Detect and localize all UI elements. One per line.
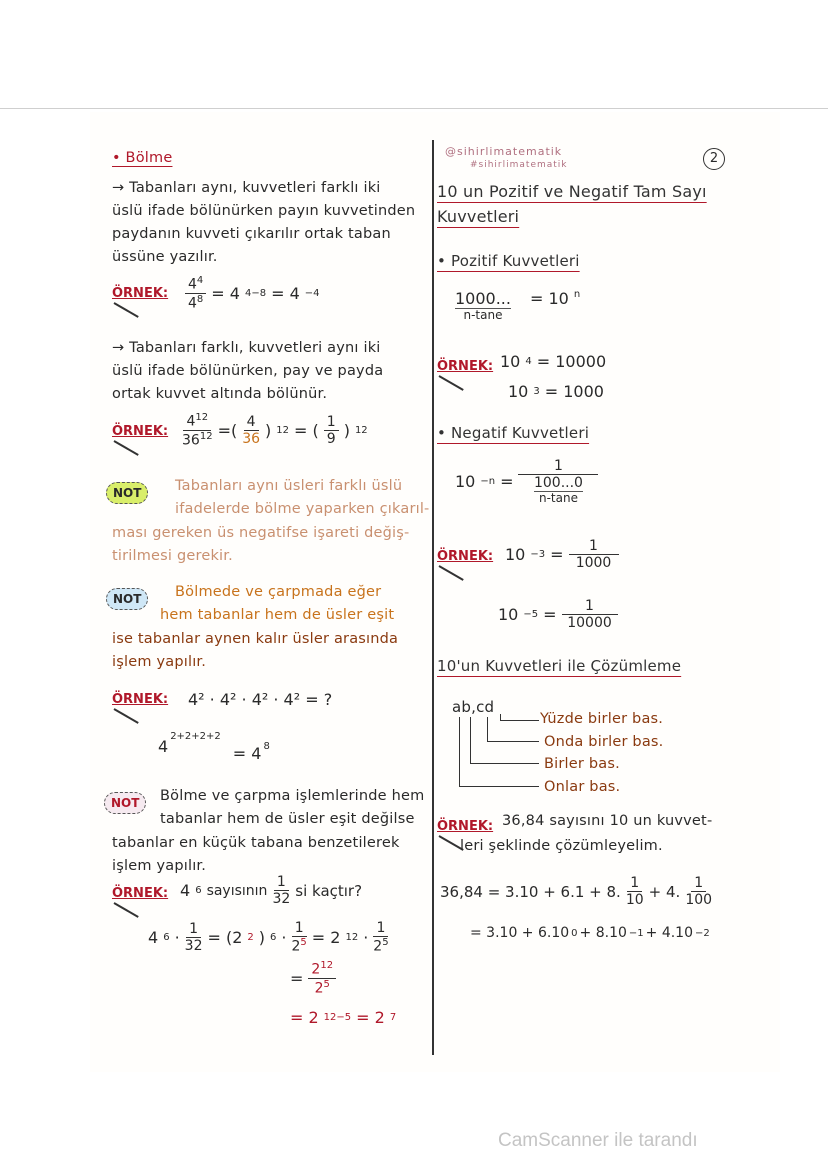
place-label: Onda birler bas. bbox=[544, 734, 664, 750]
example-label: ÖRNEK: bbox=[437, 355, 493, 374]
arrow-yuzde bbox=[500, 714, 539, 721]
place-label: Yüzde birler bas. bbox=[540, 711, 664, 727]
example-text: leri şeklinde çözümleyelim. bbox=[460, 838, 663, 854]
rule1-line: → Tabanları aynı, kuvvetleri farklı iki bbox=[112, 180, 381, 196]
example4-step2: = $\frac{2^{12}}{2^5}$ bbox=[290, 960, 336, 997]
section-title-bolme: • Bölme bbox=[112, 150, 173, 166]
column-divider bbox=[432, 140, 434, 1055]
rule2-line: üslü ifade bölünürken, pay ve payda bbox=[112, 363, 384, 379]
section-title: 10 un Pozitif ve Negatif Tam Sayı bbox=[437, 182, 707, 201]
positive-example: 10 4 = 10000 bbox=[500, 352, 607, 371]
note-badge: NOT bbox=[106, 588, 148, 610]
positive-powers-title: • Pozitif Kuvvetleri bbox=[437, 252, 580, 270]
expansion-line2: = 3.10 + 6.10 0 + 8.10 −1 + 4.10 −2 bbox=[470, 925, 710, 941]
note1-line: ması gereken üs negatifse işareti değiş- bbox=[112, 525, 410, 541]
example-label: ÖRNEK: bbox=[437, 815, 493, 834]
negative-example: 10 −3 = $\frac{1}{1000}$ bbox=[505, 538, 619, 571]
example4-step1: 4 6 · $\frac{1}{32}$ = (2 2 ) 6 · $\frac{1}{2^5}$ = 2 12 · $\frac{1}{2^5}$ bbox=[148, 920, 389, 955]
place-label: Onlar bas. bbox=[544, 779, 621, 795]
example2-formula: $\frac{4^{12}}{36^{12}}$ =( $\frac{4}{36}$ ) 12 = ( $\frac{1}{9}$ ) 12 bbox=[182, 412, 368, 449]
stamp-handle: @sihirlimatematik bbox=[445, 145, 563, 158]
example-text: 36,84 sayısını 10 un kuvvet- bbox=[502, 813, 713, 829]
camscanner-watermark: CamScanner ile tarandı bbox=[498, 1130, 698, 1151]
example-label: ÖRNEK: bbox=[112, 282, 168, 301]
rule1-line: üslü ifade bölünürken payın kuvvetinden bbox=[112, 203, 416, 219]
note3-line: tabanlar hem de üsler eşit değilse bbox=[160, 811, 415, 827]
note2-line: işlem yapılır. bbox=[112, 654, 207, 670]
example-label: ÖRNEK: bbox=[112, 882, 168, 901]
example3-question: 4² · 4² · 4² · 4² = ? bbox=[188, 690, 333, 709]
rule1-line: paydanın kuvveti çıkarılır ortak taban bbox=[112, 226, 391, 242]
example4-step3: = 2 12−5 = 2 7 bbox=[290, 1008, 397, 1027]
example1-formula: $\frac{4^4}{4^8}$ = 4 4−8 = 4 −4 bbox=[185, 275, 320, 312]
positive-formula: $\frac{1000...}{n-\tan e}$ = 10 $^n$ bbox=[455, 289, 581, 323]
rule1-line: üssüne yazılır. bbox=[112, 249, 218, 265]
top-divider bbox=[0, 108, 828, 109]
example-label: ÖRNEK: bbox=[112, 688, 168, 707]
stamp-hashtag: #sihirlimatematik bbox=[470, 160, 568, 170]
negative-example: 10 −5 = $\frac{1}{10000}$ bbox=[498, 598, 618, 631]
note3-line: tabanlar en küçük tabana benzetilerek bbox=[112, 835, 400, 851]
note2-line: ise tabanlar aynen kalır üsler arasında bbox=[112, 631, 399, 647]
section-title: Kuvvetleri bbox=[437, 207, 520, 226]
negative-formula: 10 −n = 1 100...0 n-tane bbox=[455, 458, 598, 506]
page-number: 2 bbox=[703, 148, 725, 170]
example3-solution: 4 $^{2+2+2+2}$ = 4 $^8$ bbox=[158, 731, 270, 763]
note1-line: ifadelerde bölme yaparken çıkarıl- bbox=[175, 501, 430, 517]
note1-line: Tabanları aynı üsleri farklı üslü bbox=[175, 478, 403, 494]
note2-line: Bölmede ve çarpmada eğer bbox=[175, 584, 382, 600]
analysis-title: 10'un Kuvvetleri ile Çözümleme bbox=[437, 657, 682, 675]
note2-line: hem tabanlar hem de üsler eşit bbox=[160, 607, 395, 623]
expansion-line1: 36,84 = 3.10 + 6.1 + 8. $\frac{1}{10}$ + 4. $\frac{1}{100}$ bbox=[440, 875, 713, 909]
note1-line: tirilmesi gerekir. bbox=[112, 548, 233, 564]
rule2-line: ortak kuvvet altında bölünür. bbox=[112, 386, 328, 402]
rule2-line: → Tabanları farklı, kuvvetleri aynı iki bbox=[112, 340, 381, 356]
digits-label: ab,cd bbox=[452, 698, 495, 716]
note3-line: işlem yapılır. bbox=[112, 858, 207, 874]
note-badge: NOT bbox=[106, 482, 148, 504]
place-label: Birler bas. bbox=[544, 756, 620, 772]
example-label: ÖRNEK: bbox=[437, 545, 493, 564]
positive-example: 10 3 = 1000 bbox=[508, 382, 604, 401]
example-label: ÖRNEK: bbox=[112, 420, 168, 439]
note3-line: Bölme ve çarpma işlemlerinde hem bbox=[160, 788, 425, 804]
note-badge: NOT bbox=[104, 792, 146, 814]
example4-question: 4 6 sayısının $\frac{1}{32}$ si kaçtır? bbox=[180, 874, 363, 908]
negative-powers-title: • Negatif Kuvvetleri bbox=[437, 424, 590, 442]
